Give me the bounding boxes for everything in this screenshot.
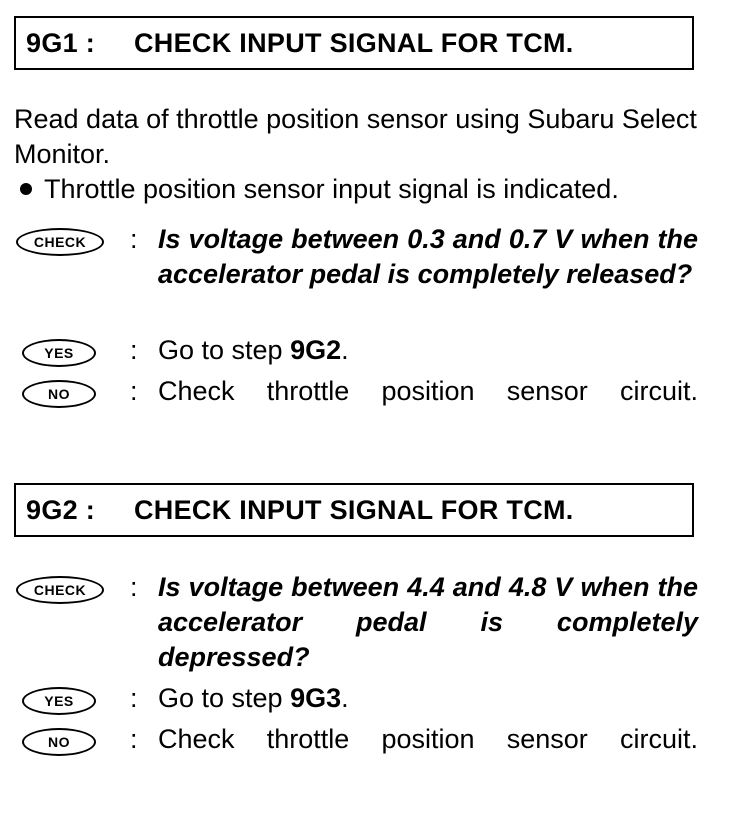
step-9g2-header (14, 483, 694, 537)
step-title: CHECK INPUT SIGNAL FOR TCM. (134, 494, 574, 525)
colon: : (130, 572, 138, 602)
step-title: CHECK INPUT SIGNAL FOR TCM. (134, 27, 574, 58)
bullet-item (14, 172, 619, 207)
yes-target-step: 9G3 (290, 683, 342, 713)
yes-answer (158, 681, 698, 716)
colon: : (130, 683, 138, 713)
step-id: 9G2 : (26, 494, 96, 525)
colon: : (130, 376, 138, 406)
yes-answer (158, 333, 698, 368)
no-badge-icon: NO (22, 728, 96, 756)
bullet-text: Throttle position sensor input signal is indicated. (44, 174, 619, 204)
step-id: 9G1 : (26, 27, 96, 58)
check-question: Is voltage between 4.4 and 4.8 V when the accelerator pedal is completely depressed? (158, 572, 698, 672)
no-badge-icon: NO (22, 380, 96, 408)
colon: : (130, 335, 138, 365)
check-question: Is voltage between 0.3 and 0.7 V when the accelerator pedal is completely released? (158, 224, 698, 289)
no-answer: Check throttle position sensor circuit. (158, 724, 698, 754)
bullet-icon (20, 183, 32, 195)
colon: : (130, 224, 138, 254)
check-badge-icon: CHECK (16, 228, 104, 256)
yes-prefix: Go to step (158, 683, 291, 713)
yes-badge-icon: YES (22, 339, 96, 367)
step-9g1-header (14, 16, 694, 70)
yes-suffix: . (341, 683, 349, 713)
yes-suffix: . (341, 335, 349, 365)
yes-target-step: 9G2 (290, 335, 342, 365)
colon: : (130, 724, 138, 754)
yes-prefix: Go to step (158, 335, 291, 365)
intro-text: Read data of throttle position sensor using Subaru Select Monitor. (14, 104, 697, 169)
no-answer: Check throttle position sensor circuit. (158, 376, 698, 406)
yes-badge-icon: YES (22, 687, 96, 715)
check-badge-icon: CHECK (16, 576, 104, 604)
